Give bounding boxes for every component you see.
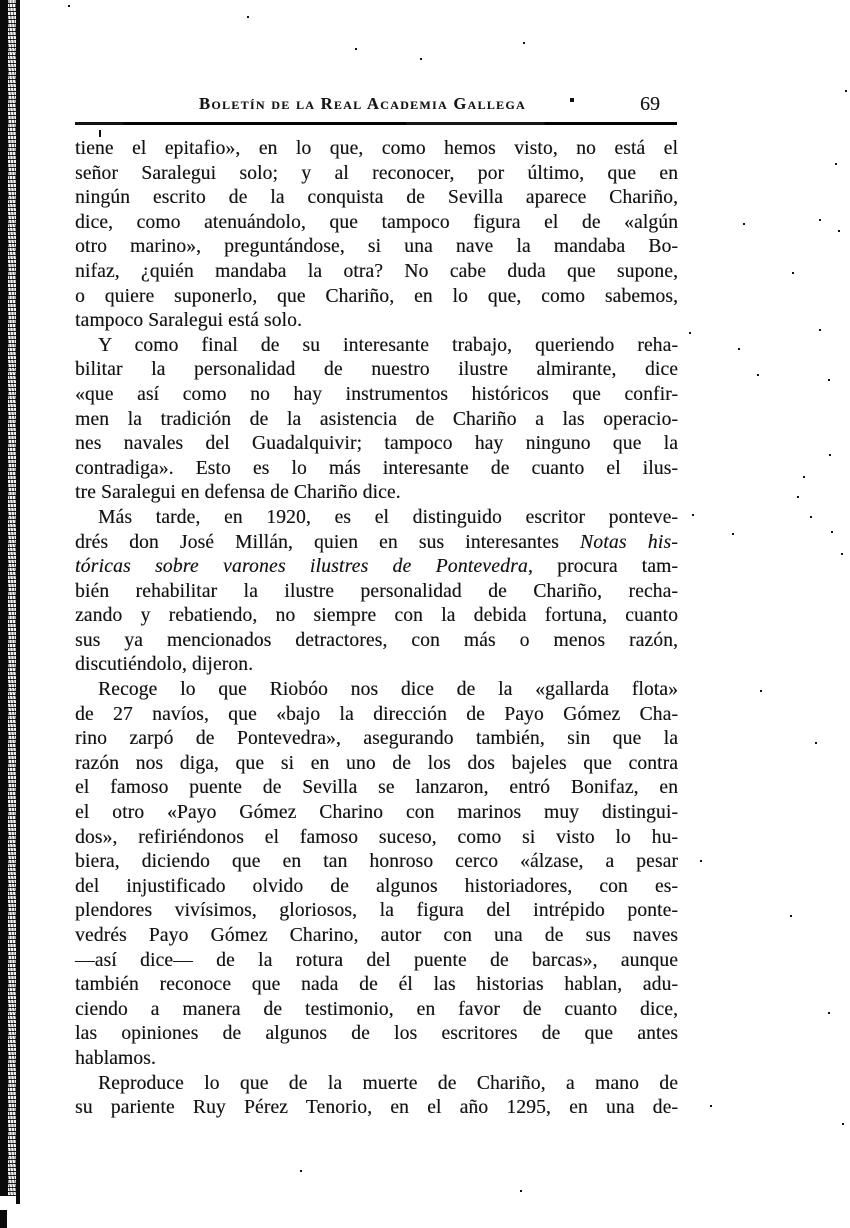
paragraph	[75, 1072, 678, 1121]
text-line: sus ya mencionados detractores, con más o menos razón,	[75, 629, 678, 651]
text-line: señor Saralegui solo; y al reconocer, por último, que en	[75, 162, 678, 184]
text-line: las opiniones de algunos de los escritores de que antes	[75, 1023, 678, 1045]
text-line: también reconoce que nada de él las historias hablan, adu-	[75, 974, 678, 996]
text-line: razón nos diga, que si en uno de los dos bajeles que contra	[75, 752, 678, 774]
text-line: o quiere suponerlo, que Chariño, en lo que, como sabemos,	[75, 285, 678, 307]
paragraph	[75, 334, 678, 506]
book-binding-edge	[0, 0, 22, 1228]
header-rule	[75, 122, 677, 125]
scan-noise-specks	[0, 0, 2, 2]
journal-title: Boletín de la Real Academia Gallega	[199, 94, 526, 113]
text-line: Más tarde, en 1920, es el distinguido escritor ponteve-	[98, 506, 678, 528]
text-line: otro marino», preguntándose, si una nave la mandaba Bo-	[75, 236, 678, 258]
text-line: Y como final de su interesante trabajo, queriendo reha-	[98, 334, 678, 356]
text-line: ningún escrito de la conquista de Sevilla aparece Chariño,	[75, 187, 678, 209]
paragraph	[75, 137, 678, 334]
binding-noise-band	[8, 0, 16, 1196]
text-line: plendores vivísimos, gloriosos, la figura del intrépido ponte-	[75, 900, 678, 922]
text-line: drés don José Millán, quien en sus interesantes Notas his-	[75, 531, 678, 553]
text-line: tiene el epitafio», en lo que, como hemos visto, no está el	[75, 138, 678, 159]
text-line: el famoso puente de Sevilla se lanzaron, entró Bonifaz, en	[75, 777, 678, 799]
text-line: del injustificado olvido de algunos historiadores, con es-	[75, 875, 678, 897]
text-line: hablamos.	[75, 1047, 156, 1069]
rule-tick-mark	[99, 130, 101, 137]
text-line: su pariente Ruy Pérez Tenorio, en el año 1295, en una de-	[75, 1097, 678, 1119]
binding-bottom-nub	[0, 1210, 7, 1228]
text-line: dice, como atenuándolo, que tampoco figura el de «algún	[75, 211, 678, 233]
text-line: dos», refiriéndonos el famoso suceso, como si visto lo hu-	[75, 826, 678, 848]
text-line: nes navales del Guadalquivir; tampoco hay ninguno que la	[75, 433, 678, 455]
text-line: «que así como no hay instrumentos históricos que confir-	[75, 383, 678, 405]
text-line: contradiga». Esto es lo más interesante de cuanto el ilus-	[75, 457, 678, 479]
text-line: el otro «Payo Gómez Charino con marinos muy distingui-	[75, 802, 678, 824]
text-line: men la tradición de la asistencia de Chariño a las operacio-	[75, 408, 678, 430]
text-line: discutiéndolo, dijeron.	[75, 654, 254, 676]
text-line: bién rehabilitar la ilustre personalidad de Chariño, recha-	[75, 580, 678, 602]
page-header	[75, 94, 678, 120]
paragraph	[75, 678, 678, 1072]
text-line: rino zarpó de Pontevedra», asegurando también, sin que la	[75, 728, 678, 750]
binding-inner-line	[16, 0, 20, 1204]
text-line: bilitar la personalidad de nuestro ilustre almirante, dice	[75, 359, 678, 381]
text-block	[75, 137, 678, 1121]
text-line: Recoge lo que Riobóo nos dice de la «gallarda flota»	[98, 679, 678, 701]
text-line: —así dice— de la rotura del puente de barcas», aunque	[75, 949, 678, 971]
text-line: biera, diciendo que en tan honroso cerco «álzase, a pesar	[75, 851, 678, 873]
text-line: tampoco Saralegui está solo.	[75, 310, 302, 332]
paragraph	[75, 506, 678, 678]
text-line: tóricas sobre varones ilustres de Pontevedra, procura tam-	[75, 556, 678, 578]
text-line: ciendo a manera de testimonio, en favor de cuanto dice,	[75, 998, 678, 1020]
text-line: nifaz, ¿quién mandaba la otra? No cabe duda que supone,	[75, 260, 678, 282]
page-number: 69	[640, 93, 660, 115]
text-line: Reproduce lo que de la muerte de Chariño, a mano de	[98, 1072, 678, 1094]
text-line: tre Saralegui en defensa de Chariño dice.	[75, 482, 401, 504]
text-line: zando y rebatiendo, no siempre con la debida fortuna, cuanto	[75, 605, 678, 627]
text-line: de 27 navíos, que «bajo la dirección de Payo Gómez Cha-	[75, 703, 678, 725]
text-line: vedrés Payo Gómez Charino, autor con una de sus naves	[75, 925, 678, 946]
